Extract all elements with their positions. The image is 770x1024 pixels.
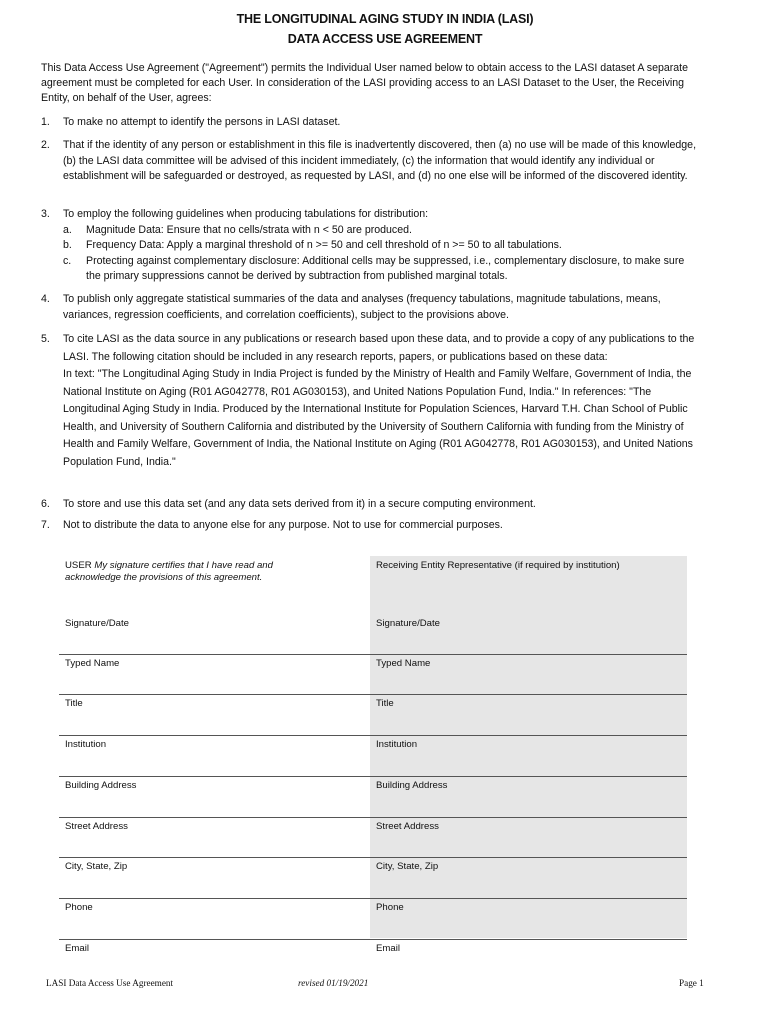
user-street-address-field[interactable]	[59, 817, 373, 858]
list-item-number: 5.	[41, 333, 50, 345]
field-label: Email	[65, 943, 89, 954]
list-item-number: 3.	[41, 208, 50, 220]
sub-item-text: Protecting against complementary disclosure: Additional cells may be suppressed, i.e., complementary disclosure, to make sure the primary suppressions cannot be derived by subtraction from published marginal totals.	[86, 254, 685, 282]
field-label: Building Address	[65, 780, 137, 791]
user-header-cell	[59, 556, 373, 614]
signature-table	[59, 556, 687, 954]
list-item-text: To make no attempt to identify the persons in LASI dataset.	[63, 116, 341, 128]
field-label: City, State, Zip	[65, 861, 128, 872]
field-label: Street Address	[376, 821, 439, 832]
rep-header: Receiving Entity Representative (if required by institution)	[376, 560, 620, 571]
list-item-text: To cite LASI as the data source in any publications or research based upon these data, and to provide a copy of any publications to the LASI. The following citation should be included in any research reports, papers, or publications based on these data:	[63, 333, 695, 363]
document-subtitle: DATA ACCESS USE AGREEMENT	[287, 32, 483, 46]
rep-institution-field[interactable]	[370, 735, 687, 777]
field-label: Institution	[376, 739, 418, 750]
list-item-number: 2.	[41, 139, 50, 151]
field-label: Email	[376, 943, 400, 954]
list-item-number: 4.	[41, 293, 50, 305]
sub-item	[63, 223, 701, 239]
rep-street-address-field[interactable]	[370, 817, 687, 858]
field-label: Phone	[65, 902, 93, 913]
sub-item-label: c.	[63, 254, 72, 267]
user-signature-field[interactable]	[59, 614, 373, 655]
rep-title-field[interactable]	[370, 694, 687, 736]
list-item	[41, 331, 701, 471]
sub-item-label: b.	[63, 239, 72, 251]
field-label: Title	[376, 698, 394, 709]
list-item	[41, 292, 701, 323]
user-typed-name-field[interactable]	[59, 654, 373, 695]
field-label: Institution	[65, 739, 107, 750]
field-label: Signature/Date	[376, 618, 440, 629]
citation-text: In text: "The Longitudinal Aging Study in India Project is funded by the Ministry of Health and Family Welfare, Government of India, the National Institute on Aging (R01 AG042778, R01 AG030153), and United Nations Population Fund, India." In references: "The Longitudinal Aging Study in India. Produced by the International Institute for Population Sciences, Harvard T.H. Chan School of Public Health, and University of Southern California and distributed by the University of Southern California with funding from the Ministry of Health and Family Welfare, Government of India, the National Institute on Aging (R01 AG042778, R01 AG030153), and United Nations Population Fund, India."	[63, 368, 693, 468]
footer-revision: revised 01/19/2021	[298, 978, 369, 988]
list-item-text: To publish only aggregate statistical summaries of the data and analyses (frequency tabulations, magnitude tabulations, means, variances, regression coefficients, and correlation coefficients), subject to the provisions above.	[63, 293, 661, 321]
list-item-text: That if the identity of any person or establishment in this file is inadvertently discovered, then (a) no use will be made of this knowledge, (b) the LASI data committee will be advised of this incident immediately, (c) the information that would identify any individual or establishment will be safeguarded or destroyed, as requested by LASI, and (d) no one else will be informed of the discovered identity.	[63, 139, 697, 182]
field-label: Typed Name	[376, 658, 431, 669]
sub-item	[63, 254, 701, 285]
list-item	[41, 518, 701, 534]
field-label: City, State, Zip	[376, 861, 439, 872]
list-item-number: 6.	[41, 498, 50, 510]
list-item	[41, 115, 701, 131]
user-phone-field[interactable]	[59, 898, 373, 940]
sub-item-text: Frequency Data: Apply a marginal threshold of n >= 50 and cell threshold of n >= 50 to all tabulations.	[86, 239, 562, 251]
user-column	[59, 556, 373, 954]
rep-typed-name-field[interactable]	[370, 654, 687, 695]
field-label: Typed Name	[65, 658, 120, 669]
list-item	[41, 207, 701, 285]
document-title: THE LONGITUDINAL AGING STUDY IN INDIA (LASI)	[236, 12, 534, 26]
user-title-field[interactable]	[59, 694, 373, 736]
representative-column	[370, 556, 687, 954]
list-item	[41, 138, 701, 185]
list-item-text: Not to distribute the data to anyone else for any purpose. Not to use for commercial purposes.	[63, 519, 503, 531]
user-city-state-zip-field[interactable]	[59, 857, 373, 899]
rep-email-field[interactable]	[370, 939, 687, 979]
user-building-address-field[interactable]	[59, 776, 373, 818]
sub-item-label: a.	[63, 223, 72, 236]
intro-paragraph: This Data Access Use Agreement ("Agreement") permits the Individual User named below to obtain access to the LASI dataset A separate agreement must be completed for each User. In consideration of the LASI providing access to an LASI Dataset to the User, the Receiving Entity, on behalf of the User, agrees:	[41, 62, 689, 104]
sub-item	[63, 238, 701, 254]
rep-building-address-field[interactable]	[370, 776, 687, 818]
rep-signature-field[interactable]	[370, 614, 687, 655]
user-institution-field[interactable]	[59, 735, 373, 777]
footer-left: LASI Data Access Use Agreement	[46, 978, 174, 988]
rep-city-state-zip-field[interactable]	[370, 857, 687, 899]
list-item-number: 7.	[41, 519, 50, 531]
sub-item-text: Magnitude Data: Ensure that no cells/strata with n < 50 are produced.	[86, 223, 412, 236]
rep-header-cell	[370, 556, 687, 614]
field-label: Phone	[376, 902, 404, 913]
footer-page-number: Page 1	[679, 978, 704, 988]
list-item	[41, 497, 701, 513]
list-item-text: To store and use this data set (and any data sets derived from it) in a secure computing environment.	[63, 498, 536, 510]
field-label: Title	[65, 698, 83, 709]
field-label: Signature/Date	[65, 618, 129, 629]
user-email-field[interactable]	[59, 939, 373, 979]
field-label: Building Address	[376, 780, 448, 791]
list-item-text: To employ the following guidelines when producing tabulations for distribution:	[63, 208, 429, 220]
field-label: Street Address	[65, 821, 128, 832]
user-header: USER My signature certifies that I have read and acknowledge the provisions of this agreement.	[65, 560, 273, 583]
rep-phone-field[interactable]	[370, 898, 687, 940]
list-item-number: 1.	[41, 116, 50, 128]
